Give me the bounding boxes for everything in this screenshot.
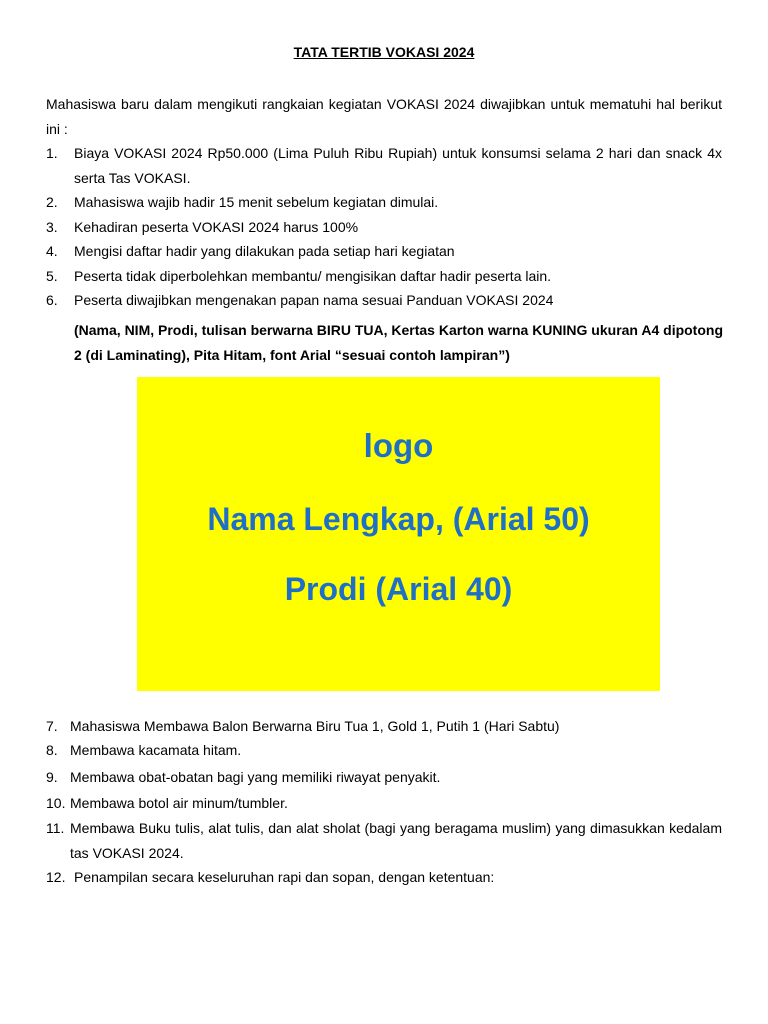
- name-tag-sample-text: [137, 377, 660, 691]
- list-item-text: Mahasiswa Membawa Balon Berwarna Biru Tua 1, Gold 1, Putih 1 (Hari Sabtu): [70, 718, 560, 734]
- list-item-number: 1.: [46, 145, 58, 161]
- list-item: [46, 714, 722, 738]
- list-item-text: Biaya VOKASI 2024 Rp50.000 (Lima Puluh Ribu Rupiah) untuk konsumsi selama 2 hari dan snack 4x serta Tas VOKASI.: [74, 145, 722, 186]
- list-item-number: 8.: [46, 742, 58, 758]
- list-item-number: 9.: [46, 769, 58, 785]
- sample-prodi-text: Prodi (Arial 40): [284, 571, 513, 607]
- rules-list-part-2: [46, 714, 722, 890]
- list-item: [46, 215, 722, 240]
- list-item: [46, 865, 722, 890]
- list-item-text: Mengisi daftar hadir yang dilakukan pada setiap hari kegiatan: [74, 243, 455, 259]
- list-item: [46, 791, 722, 816]
- list-item-number: 3.: [46, 218, 58, 235]
- sample-logo-text: logo: [363, 427, 434, 464]
- list-item: [46, 264, 722, 289]
- list-item-text: Membawa obat-obatan bagi yang memiliki riwayat penyakit.: [70, 769, 441, 785]
- list-item: [46, 190, 722, 215]
- list-item: [46, 239, 722, 264]
- list-item: [46, 288, 722, 313]
- list-item-number: 6.: [46, 292, 58, 308]
- list-item-text: Membawa Buku tulis, alat tulis, dan alat sholat (bagi yang beragama muslim) yang dimasukkan kedalam tas VOKASI 2024.: [70, 820, 722, 861]
- list-item-number: 5.: [46, 267, 58, 284]
- list-item-text: Membawa kacamata hitam.: [70, 742, 242, 758]
- list-item: [46, 738, 722, 765]
- list-item-number: 4.: [46, 243, 58, 259]
- list-item-text: Peserta diwajibkan mengenakan papan nama sesuai Panduan VOKASI 2024: [74, 292, 554, 308]
- list-item: [46, 141, 722, 190]
- rules-list-part-1: [46, 141, 722, 313]
- name-tag-note: (Nama, NIM, Prodi, tulisan berwarna BIRU TUA, Kertas Karton warna KUNING ukuran A4 dipotong 2 (di Laminating), Pita Hitam, font Arial “sesuai contoh lampiran”): [74, 322, 724, 363]
- list-item-text: Peserta tidak diperbolehkan membantu/ mengisikan daftar hadir peserta lain.: [74, 267, 552, 284]
- document-title: TATA TERTIB VOKASI 2024: [293, 44, 475, 60]
- list-item-text: Penampilan secara keseluruhan rapi dan sopan, dengan ketentuan:: [74, 869, 495, 885]
- list-item: [46, 816, 722, 865]
- list-item-number: 10.: [46, 795, 66, 811]
- list-item-text: Kehadiran peserta VOKASI 2024 harus 100%: [74, 218, 359, 235]
- list-item-number: 11.: [46, 820, 65, 836]
- list-item-number: 7.: [46, 718, 58, 734]
- list-item-number: 12.: [46, 869, 66, 885]
- list-item-text: Mahasiswa wajib hadir 15 menit sebelum kegiatan dimulai.: [74, 194, 439, 210]
- intro-paragraph: Mahasiswa baru dalam mengikuti rangkaian kegiatan VOKASI 2024 diwajibkan untuk mematuhi hal berikut ini :: [46, 96, 722, 137]
- list-item-number: 2.: [46, 194, 58, 210]
- list-item-text: Membawa botol air minum/tumbler.: [70, 795, 288, 811]
- sample-name-text: Nama Lengkap, (Arial 50): [207, 501, 590, 537]
- list-item: [46, 765, 722, 791]
